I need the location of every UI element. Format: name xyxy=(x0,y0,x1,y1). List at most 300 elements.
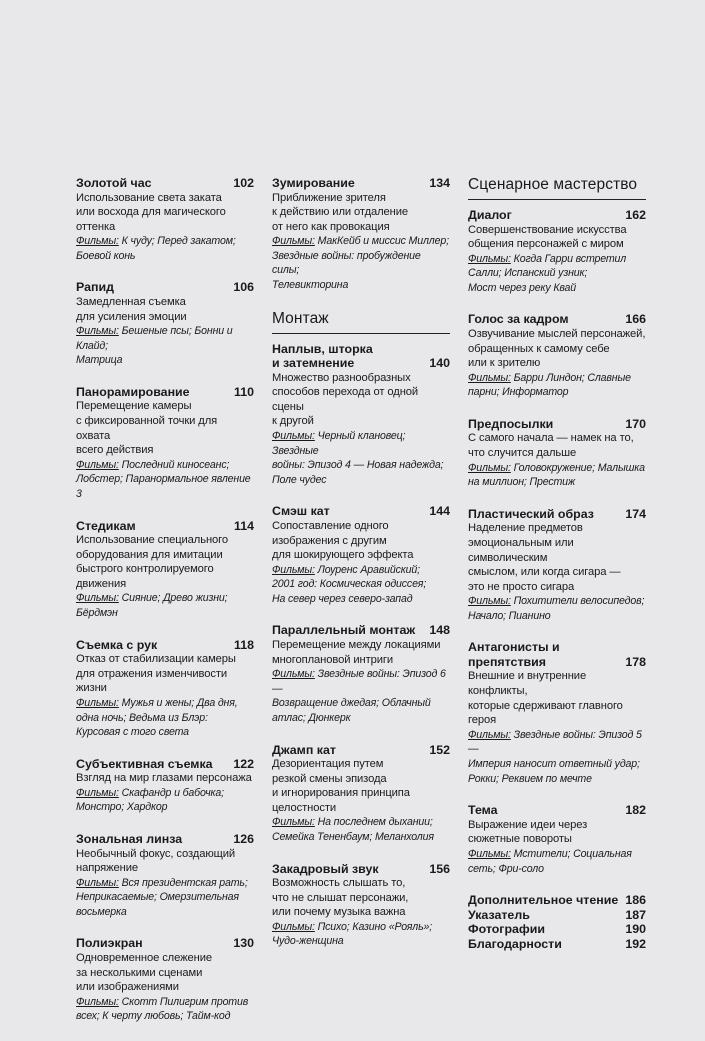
films-line xyxy=(468,475,646,490)
toc-entry-title: Стедикам xyxy=(76,518,136,533)
description-line: или почему музыка важна xyxy=(272,906,406,919)
films-line xyxy=(468,252,646,267)
films-line xyxy=(76,606,254,621)
description-line: к действию или отдаление xyxy=(272,206,409,219)
toc-entry-description xyxy=(76,951,254,995)
films-text: Боевой конь xyxy=(76,249,136,262)
description-line: Перемещение камеры xyxy=(76,400,192,413)
toc-entry-header xyxy=(76,385,254,400)
description-line: или к зрителю xyxy=(468,357,541,370)
description-line: от него как провокация xyxy=(272,220,390,233)
description-line: многоплановой интриги xyxy=(272,653,394,666)
description-line: Дезориентация путем xyxy=(272,758,384,771)
description-line: целостности xyxy=(272,801,336,814)
toc-entry-films xyxy=(272,234,450,292)
films-text: К чуду; Перед закатом; xyxy=(121,235,236,248)
films-line xyxy=(76,472,254,501)
films-text: Вся президентская рать; xyxy=(121,876,248,889)
back-matter-page: 187 xyxy=(625,907,646,922)
films-line xyxy=(76,786,254,801)
toc-entry-title: Параллельный монтаж xyxy=(272,623,416,638)
films-text: Начало; Пианино xyxy=(468,609,551,622)
films-line xyxy=(468,757,646,772)
description-line: напряжение xyxy=(76,862,138,875)
toc-entry-title: Зональная линза xyxy=(76,832,183,846)
toc-entry-films xyxy=(76,234,254,263)
toc-entry-description xyxy=(468,327,646,371)
description-line: Одновременное слежение xyxy=(76,951,212,964)
films-text: Бешеные псы; Бонни и Клайд; xyxy=(76,325,233,352)
films-line xyxy=(468,609,646,624)
films-text: Психо; Казино «Рояль»; xyxy=(317,920,433,933)
toc-page-number: 174 xyxy=(625,506,646,521)
toc-entry-header xyxy=(468,803,646,818)
description-line: Перемещение между локациями xyxy=(272,638,441,651)
toc-entry-title: Золотой час xyxy=(76,176,152,190)
toc-entry-description xyxy=(468,669,646,727)
films-line xyxy=(272,711,450,726)
description-line: быстрого контролируемого xyxy=(76,563,214,576)
toc-entry-films xyxy=(272,667,450,725)
toc-page-number: 130 xyxy=(233,936,254,951)
toc-entry-title: Предпосылки xyxy=(468,416,554,431)
description-line: Возможность слышать то, xyxy=(272,877,406,890)
toc-entry-header xyxy=(272,862,450,877)
toc-entry-films xyxy=(272,920,450,949)
toc-entry-description xyxy=(76,652,254,696)
description-line: или восхода для магического оттенка xyxy=(76,206,226,233)
films-text: Звездные войны: Эпизод 5 — xyxy=(468,728,642,756)
description-line: Выражение идеи через xyxy=(468,818,588,831)
toc-entry-films xyxy=(272,429,450,487)
description-line: к другой xyxy=(272,415,314,428)
toc-entry-title xyxy=(272,342,373,371)
films-label: Фильмы: xyxy=(468,595,511,608)
description-line: всего действия xyxy=(76,444,154,457)
description-line: с фиксированной точки для охвата xyxy=(76,415,218,442)
back-matter-title: Благодарности xyxy=(468,936,562,951)
toc-entry-title: Субъективная съемка xyxy=(76,756,213,771)
films-text: Сияние; Древо жизни; xyxy=(121,592,228,605)
toc-page-number: 110 xyxy=(234,384,254,399)
toc-entry-header xyxy=(468,640,646,669)
toc-entry-description xyxy=(468,431,646,460)
films-line xyxy=(76,725,254,740)
films-label: Фильмы: xyxy=(76,696,119,709)
back-matter-item xyxy=(468,922,646,937)
description-line: Использование света заката xyxy=(76,191,222,204)
toc-entry-header xyxy=(468,417,646,432)
toc-page-number: 126 xyxy=(233,832,254,846)
toc-entry xyxy=(272,862,450,949)
films-line xyxy=(76,876,254,891)
toc-entry xyxy=(468,507,646,624)
films-label: Фильмы: xyxy=(76,325,119,338)
films-text: Курсовая с того света xyxy=(76,726,189,739)
toc-page-number: 118 xyxy=(234,637,254,652)
description-line: Наделение предметов xyxy=(468,522,583,535)
films-line xyxy=(76,890,254,905)
toc-entry-title: Диалог xyxy=(468,208,512,222)
films-text: Мужья и жены; Два дня, xyxy=(121,696,238,709)
toc-entry-description xyxy=(468,818,646,847)
films-text: Барри Линдон; Славные xyxy=(513,371,631,384)
toc-entry-description xyxy=(76,295,254,324)
films-line xyxy=(76,800,254,815)
description-line: Сопоставление одного xyxy=(272,519,389,532)
description-line: для шокирующего эффекта xyxy=(272,549,414,562)
description-line: эмоциональным или символическим xyxy=(468,536,574,564)
films-label: Фильмы: xyxy=(272,563,315,576)
toc-entry-header xyxy=(272,342,450,371)
films-text: Черный клановец; Звездные xyxy=(272,430,406,457)
toc-entry-description xyxy=(272,519,450,563)
toc-entry-title: Полиэкран xyxy=(76,936,143,951)
toc-entry-films xyxy=(468,728,646,786)
films-line xyxy=(468,728,646,757)
toc-entry xyxy=(272,504,450,606)
toc-entry-films xyxy=(468,847,646,876)
films-line xyxy=(76,995,254,1010)
films-label: Фильмы: xyxy=(468,371,511,384)
films-line xyxy=(468,847,646,862)
description-line: резкой смены эпизода xyxy=(272,772,387,785)
films-text: Поле чудес xyxy=(272,473,327,486)
toc-entry-description xyxy=(76,191,254,235)
films-line xyxy=(272,577,450,592)
toc-page-number: 102 xyxy=(233,176,254,190)
films-line xyxy=(468,772,646,787)
films-line xyxy=(272,473,450,488)
films-line xyxy=(468,281,646,296)
toc-page-number: 106 xyxy=(233,280,254,295)
description-line: Приближение зрителя xyxy=(272,191,386,204)
toc-entry-films xyxy=(468,252,646,296)
films-label: Фильмы: xyxy=(272,920,315,933)
description-line: изображения с другим xyxy=(272,534,387,547)
toc-entry-title: Зумирование xyxy=(272,176,355,190)
toc-entry xyxy=(76,832,254,919)
toc-entry xyxy=(272,176,450,293)
toc-entry xyxy=(76,280,254,367)
toc-entry-description xyxy=(272,371,450,429)
films-line xyxy=(272,830,450,845)
description-line: Взгляд на мир глазами персонажа xyxy=(76,772,252,785)
toc-entry-title: Смэш кат xyxy=(272,504,330,519)
toc-entry-title-line: и затемнение xyxy=(272,356,355,371)
back-matter-title: Указатель xyxy=(468,907,530,922)
toc-entry-header xyxy=(272,743,450,758)
films-text: Головокружение; Малышка xyxy=(513,461,645,474)
films-line xyxy=(272,696,450,711)
toc-entry-title: Тема xyxy=(468,803,498,818)
toc-page-number: 162 xyxy=(625,208,646,222)
films-label: Фильмы: xyxy=(468,252,511,265)
toc-entry xyxy=(76,936,254,1023)
films-label: Фильмы: xyxy=(76,995,119,1008)
description-line: способов перехода от одной сцены xyxy=(272,386,419,413)
toc-entry-films xyxy=(76,876,254,920)
toc-entry-header xyxy=(468,507,646,522)
toc-entry-description xyxy=(272,191,450,235)
films-line xyxy=(76,458,254,473)
description-line: С самого начала — намек на то, xyxy=(468,432,634,445)
films-text: Мстители; Социальная xyxy=(513,847,632,860)
films-label: Фильмы: xyxy=(272,816,315,829)
toc-page-number: 156 xyxy=(429,861,450,876)
toc-entry-description xyxy=(76,399,254,457)
toc-entry-header xyxy=(76,757,254,772)
toc-entry-description xyxy=(76,847,254,876)
back-matter-title: Фотографии xyxy=(468,922,546,937)
toc-page-number: 152 xyxy=(429,742,450,757)
description-line: оборудования для имитации xyxy=(76,548,223,561)
films-line xyxy=(468,371,646,386)
films-line xyxy=(272,249,450,278)
back-matter-page: 192 xyxy=(625,936,646,951)
toc-page-number: 182 xyxy=(625,803,646,818)
films-line xyxy=(76,249,254,264)
back-matter-list xyxy=(468,893,646,951)
films-line xyxy=(468,594,646,609)
films-text: Мост через реку Квай xyxy=(468,281,577,294)
films-text: сеть; Фри-соло xyxy=(468,862,544,875)
toc-entry-films xyxy=(76,995,254,1024)
description-line: за несколькими сценами xyxy=(76,966,203,979)
toc-page-number: 178 xyxy=(625,654,646,669)
toc-entry-films xyxy=(468,594,646,623)
toc-entry-films xyxy=(76,786,254,815)
toc-column-3 xyxy=(468,176,646,951)
films-label: Фильмы: xyxy=(76,876,119,889)
films-label: Фильмы: xyxy=(468,728,511,741)
films-text: Бёрдмэн xyxy=(76,607,118,620)
films-text: Лобстер; Паранормальное явление 3 xyxy=(76,473,251,500)
toc-entry-films xyxy=(76,324,254,368)
description-line: Необычный фокус, создающий xyxy=(76,847,236,860)
toc-entry-films xyxy=(468,371,646,400)
description-line: движения xyxy=(76,577,127,590)
toc-entry-description xyxy=(468,223,646,252)
films-text: Лоуренс Аравийский; xyxy=(317,563,420,576)
toc-entry xyxy=(272,743,450,845)
films-line xyxy=(272,592,450,607)
description-line: Замедленная съемка xyxy=(76,295,186,308)
description-line: Множество разнообразных xyxy=(272,371,411,384)
films-label: Фильмы: xyxy=(76,786,119,799)
toc-entry-title-line: Наплыв, шторка xyxy=(272,341,373,356)
description-line: что не слышат персонажи, xyxy=(272,891,409,904)
toc-entry-header xyxy=(76,176,254,191)
toc-entry-title: Закадровый звук xyxy=(272,861,379,876)
toc-page-number: 114 xyxy=(234,518,254,533)
toc-entry-description xyxy=(468,521,646,594)
toc-entry-films xyxy=(272,815,450,844)
description-line: общения персонажей с миром xyxy=(468,238,624,251)
section-title-screenwriting: Сценарное мастерство xyxy=(468,176,646,200)
toc-entry xyxy=(272,342,450,488)
toc-page-number: 144 xyxy=(429,504,450,519)
description-line: которые сдерживают главного героя xyxy=(468,699,623,727)
films-text: На север через северо-запад xyxy=(272,592,413,605)
films-line xyxy=(76,234,254,249)
films-line xyxy=(272,920,450,935)
films-line xyxy=(272,458,450,473)
films-text: Скотт Пилигрим против xyxy=(121,995,249,1008)
toc-entry-header xyxy=(272,504,450,519)
films-text: Рокки; Реквием по мечте xyxy=(468,772,592,785)
toc-entry xyxy=(272,623,450,725)
toc-page-number: 140 xyxy=(429,356,450,371)
films-line xyxy=(272,234,450,249)
toc-entry-films xyxy=(272,563,450,607)
films-label: Фильмы: xyxy=(272,235,315,248)
toc-entry-header xyxy=(76,638,254,653)
toc-entry-description xyxy=(272,876,450,920)
description-line: это не просто сигара xyxy=(468,580,575,593)
description-line: и игнорирования принципа xyxy=(272,787,410,800)
toc-entry-title: Джамп кат xyxy=(272,742,336,757)
toc-entry-header xyxy=(76,280,254,295)
description-line: Использование специального xyxy=(76,534,229,547)
films-text: Когда Гарри встретил xyxy=(513,252,627,265)
films-line xyxy=(76,711,254,726)
films-text: Похитители велосипедов; xyxy=(513,595,645,608)
films-line xyxy=(468,385,646,400)
description-line: Внешние и внутренние конфликты, xyxy=(468,670,587,698)
toc-column-2 xyxy=(272,176,450,966)
films-line xyxy=(272,278,450,293)
section-title-montage: Монтаж xyxy=(272,310,450,334)
toc-entry xyxy=(76,519,254,621)
films-label: Фильмы: xyxy=(272,668,315,681)
films-label: Фильмы: xyxy=(76,592,119,605)
films-text: Скафандр и бабочка; xyxy=(121,786,224,799)
toc-page-number: 134 xyxy=(429,176,450,190)
description-line: Совершенствование искусства xyxy=(468,223,627,236)
toc-entry xyxy=(468,803,646,876)
toc-entry-title: Съемка с рук xyxy=(76,637,158,652)
films-text: атлас; Дюнкерк xyxy=(272,711,351,724)
description-line: сюжетные повороты xyxy=(468,833,572,846)
films-line xyxy=(76,1009,254,1024)
toc-entry xyxy=(468,640,646,786)
toc-page-number: 122 xyxy=(233,756,254,771)
back-matter-page: 190 xyxy=(625,922,646,937)
films-text: На последнем дыхании; xyxy=(317,816,433,829)
back-matter-item xyxy=(468,937,646,952)
toc-entry-title: Рапид xyxy=(76,280,114,295)
toc-entry-header xyxy=(468,312,646,327)
toc-entry xyxy=(76,176,254,263)
films-label: Фильмы: xyxy=(76,458,119,471)
toc-entry xyxy=(468,312,646,399)
toc-entry xyxy=(468,208,646,295)
films-line xyxy=(76,905,254,920)
toc-entry-title: Голос за кадром xyxy=(468,312,569,327)
back-matter-title: Дополнительное чтение xyxy=(468,893,619,908)
films-text: Звездные войны: Эпизод 6 — xyxy=(272,668,446,695)
films-text: Последний киносеанс; xyxy=(121,458,230,471)
toc-page-number: 166 xyxy=(625,312,646,327)
toc-page-number: 148 xyxy=(429,623,450,638)
films-line xyxy=(468,266,646,281)
description-line: для отражения изменчивости жизни xyxy=(76,667,228,695)
films-label: Фильмы: xyxy=(272,430,315,443)
toc-entry-title: Антагонисты и препятствия xyxy=(468,640,560,669)
films-text: Возвращение джедая; Облачный xyxy=(272,697,431,710)
films-label: Фильмы: xyxy=(468,461,511,474)
back-matter-page: 186 xyxy=(625,893,646,908)
description-line: смыслом, или когда сигара — xyxy=(468,566,621,579)
toc-entry xyxy=(76,757,254,815)
toc-page-number: 170 xyxy=(625,416,646,431)
films-text: Семейка Тененбаум; Меланхолия xyxy=(272,831,434,843)
description-line: для усиления эмоции xyxy=(76,310,187,323)
toc-entry-films xyxy=(76,458,254,502)
films-text: Монстро; Хардкор xyxy=(76,801,168,814)
toc-entry-description xyxy=(272,757,450,815)
toc-entry-header xyxy=(76,519,254,534)
films-text: войны: Эпизод 4 — Новая надежда; xyxy=(272,459,444,472)
toc-entry xyxy=(76,638,254,740)
description-line: Озвучивание мыслей персонажей, xyxy=(468,327,646,340)
films-line xyxy=(468,862,646,877)
films-text: Матрица xyxy=(76,354,123,367)
toc-entry-films xyxy=(76,696,254,740)
films-line xyxy=(272,934,450,949)
films-text: парни; Информатор xyxy=(468,386,569,399)
films-text: Салли; Испанский узник; xyxy=(468,267,588,280)
films-line xyxy=(468,461,646,476)
toc-entry-header xyxy=(272,623,450,638)
toc-entry-description xyxy=(76,533,254,591)
description-line: Отказ от стабилизации камеры xyxy=(76,653,236,666)
toc-entry-header xyxy=(76,832,254,847)
toc-entry-description xyxy=(272,638,450,667)
films-text: Чудо-женщина xyxy=(272,935,344,948)
films-text: всех; К черту любовь; Тайм-код xyxy=(76,1010,231,1023)
films-line xyxy=(272,429,450,458)
toc-entry-description xyxy=(76,771,254,786)
description-line: обращенных к самому себе xyxy=(468,342,610,355)
films-label: Фильмы: xyxy=(468,847,511,860)
films-text: одна ночь; Ведьма из Блэр: xyxy=(76,711,208,724)
films-text: Звездные войны: пробуждение силы; xyxy=(272,249,421,277)
description-line: что случится дальше xyxy=(468,447,577,460)
films-line xyxy=(76,591,254,606)
toc-entry xyxy=(468,417,646,490)
films-line xyxy=(76,696,254,711)
toc-column-1 xyxy=(76,176,254,1041)
toc-entry-films xyxy=(76,591,254,620)
films-text: Империя наносит ответный удар; xyxy=(468,758,640,771)
toc-entry xyxy=(76,385,254,502)
films-text: на миллион; Престиж xyxy=(468,476,576,489)
films-text: 2001 год: Космическая одиссея; xyxy=(272,578,427,591)
films-text: МакКейб и миссис Миллер; xyxy=(317,235,449,248)
films-text: восьмерка xyxy=(76,905,127,918)
back-matter-item xyxy=(468,908,646,923)
toc-entry-title: Пластический образ xyxy=(468,506,594,521)
films-line xyxy=(272,667,450,696)
films-text: Неприкасаемые; Омерзительная xyxy=(76,891,239,904)
back-matter-item xyxy=(468,893,646,908)
films-text: Телевикторина xyxy=(272,279,349,292)
description-line: или изображениями xyxy=(76,981,179,994)
films-label: Фильмы: xyxy=(76,235,119,248)
films-line xyxy=(76,353,254,368)
